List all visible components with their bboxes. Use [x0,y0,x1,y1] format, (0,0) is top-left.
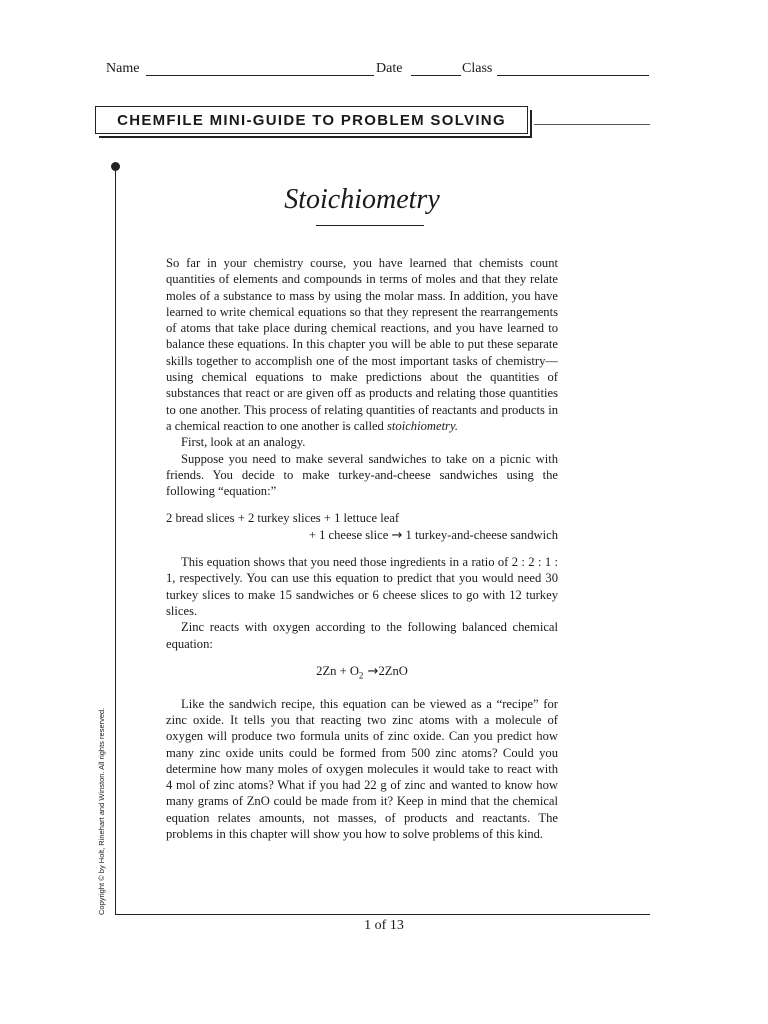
arrow-icon: → [391,527,403,543]
sandwich-equation-line1: 2 bread slices + 2 turkey slices + 1 lettuce leaf [166,511,400,526]
left-vertical-rule [115,166,116,915]
paragraph-ratio: This equation shows that you need those ingredients in a ratio of 2 : 2 : 1 : 1, respectively. You can use this equation to predict that you would need 30 turkey slices to make 15 sandwiches or 6 cheese slices to go with 12 turkey slices. [166,555,558,618]
sandwich-equation [166,510,558,544]
class-label: Class [462,61,493,76]
sandwich-equation-line2: + 1 cheese slice → 1 turkey-and-cheese sandwich [308,527,558,543]
name-field-line[interactable] [146,75,374,76]
copyright-notice: Copyright © by Holt, Rinehart and Winston. All rights reserved. [97,707,106,915]
page-number: 1 of 13 [364,918,404,933]
class-field-line[interactable] [497,75,649,76]
banner-rule [534,124,650,125]
date-label: Date [376,61,403,76]
chemfile-banner: CHEMFILE MINI-GUIDE TO PROBLEM SOLVING [95,106,528,134]
rule-dot [111,162,120,171]
zinc-equation: $2Zn + O_2 \to 2ZnO$ [316,663,408,681]
page-title: Stoichiometry [284,184,440,215]
paragraph-analogy: First, look at an analogy. [181,435,306,450]
body-text [166,255,558,842]
title-underline [316,225,424,226]
arrow-icon: → [363,663,379,679]
paragraph-recipe: Like the sandwich recipe, this equation can be viewed as a “recipe” for zinc oxide. It tells you that reacting two zinc atoms with a molecule of oxygen will produce two formula units of zinc oxide. Can you predict how many zinc oxide units could be formed from 500 zinc atoms? Could you determine how many moles of oxygen molecules it would take to react with 4 mol of zinc atoms? What if you had 22 g of zinc and wanted to know how many grams of ZnO could be made from it? Keep in mind that the chemical equation relates amounts, not masses, of products and reactants. The problems in this chapter will show you how to solve problems of this kind. [166,696,558,842]
stoichiometry-term: stoichiometry. [387,418,459,433]
paragraph-zinc: Zinc reacts with oxygen according to the following balanced chemical equation: [166,620,558,651]
bottom-rule [115,914,650,915]
name-label: Name [106,61,140,76]
paragraph-sandwich: Suppose you need to make several sandwiches to take on a picnic with friends. You decide to make turkey-and-cheese sandwiches using the following “equation:” [166,451,558,499]
date-field-line[interactable] [411,75,461,76]
paragraph-intro: So far in your chemistry course, you have learned that chemists count quantities of elements and compounds in terms of moles and that they relate moles of a substance to mass by using the molar mass. In addition, you have learned to write chemical equations so that they represent the rearrangements of atoms that take place during chemical reactions, and you have learned to balance these equations. In this chapter you will be able to put these separate skills together to accomplish one of the most important tasks of chemistry—using chemical equations to make predictions about the quantities of substances that react or are given off as products and relating those quantities to one another. This process of relating quantities of reactants and products in a chemical reaction to one another is called stoichiometry. [166,256,558,433]
